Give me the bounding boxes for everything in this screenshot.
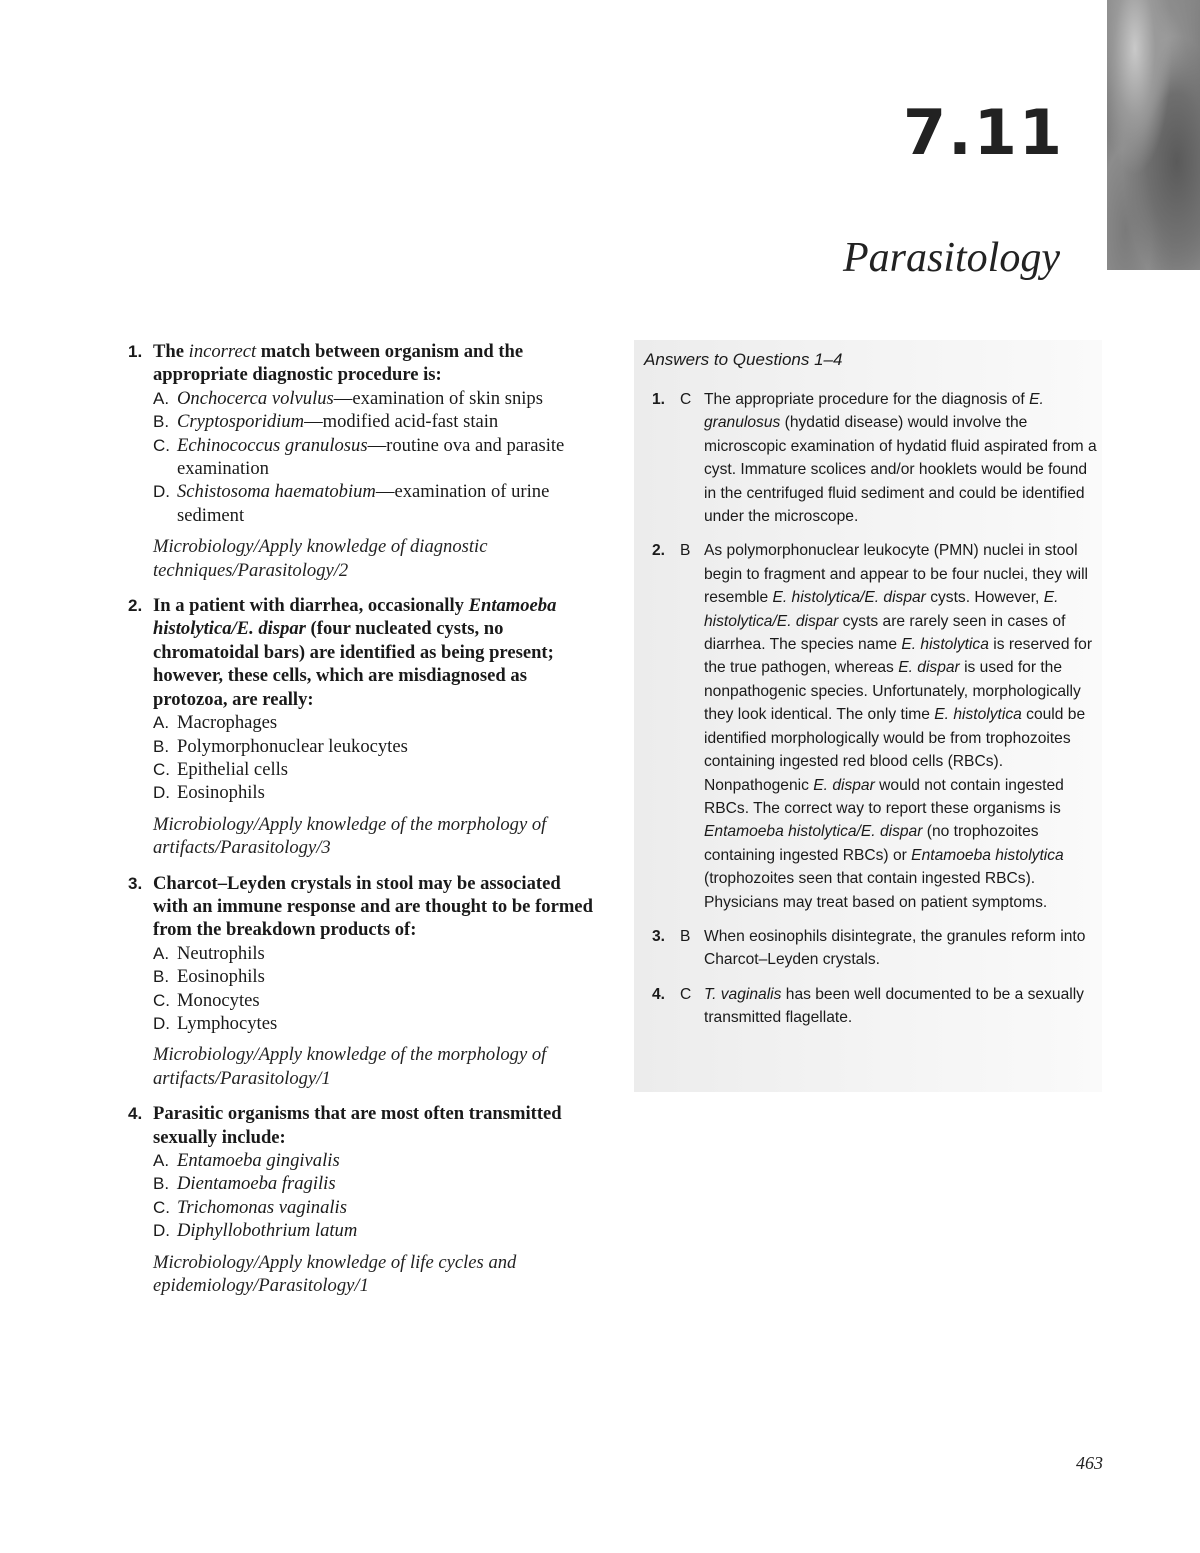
text-run: When eosinophils disintegrate, the granules reform into Charcot–Leyden crystals. xyxy=(704,927,1086,969)
question-stem: Parasitic organisms that are most often transmitted sexually include: xyxy=(153,1103,562,1148)
option-c: C. Monocytes xyxy=(153,989,260,1011)
organism-name: E. dispar xyxy=(813,776,875,794)
organism-name: E. histolytica xyxy=(934,706,1022,724)
question-number: 2. xyxy=(128,596,143,616)
organism-name: Entamoeba histolytica xyxy=(911,846,1064,864)
questions-column xyxy=(128,340,598,1309)
answer-letter: B xyxy=(680,927,691,945)
organism-name: E. histolytica/E. dispar xyxy=(772,589,926,607)
answer-explanation xyxy=(704,983,1098,1030)
answer-4 xyxy=(652,983,1098,1030)
answer-number: 3. xyxy=(652,927,666,945)
question-number: 1. xyxy=(128,342,143,361)
question-category: Microbiology/Apply knowledge of diagnostic techniques/Parasitology/2 xyxy=(153,536,488,581)
question-category: Microbiology/Apply knowledge of life cycles and epidemiology/Parasitology/1 xyxy=(153,1251,517,1297)
text-run: (trophozoites seen that contain ingested RBCs). Physicians may treat based on patient symptoms. xyxy=(704,870,1048,911)
option-b: B. Dientamoeba fragilis xyxy=(153,1173,336,1195)
question-number: 4. xyxy=(128,1104,143,1124)
option-a: A. Macrophages xyxy=(153,712,278,734)
answer-number: 1. xyxy=(652,391,666,408)
organism-name: T. vaginalis xyxy=(704,985,782,1003)
question-number: 3. xyxy=(128,873,143,893)
option-a: A. Onchocerca volvulus—examination of skin snips xyxy=(153,387,543,409)
question-category: Microbiology/Apply knowledge of the morphology of artifacts/Parasitology/1 xyxy=(153,1044,547,1089)
option-c: C. Echinococcus granulosus—routine ova and parasite examination xyxy=(153,434,565,480)
text-run: As polymorphonuclear leukocyte (PMN) nuclei in stool begin to fragment and appear to be four nuclei, they will resemble xyxy=(704,542,1089,607)
text-run: would not contain ingested RBCs. The correct way to report these organisms is xyxy=(704,776,1064,817)
text-run: could be identified morphologically would be from trophozoites containing ingested red blood cells (RBCs). Nonpathogenic xyxy=(704,706,1086,794)
answer-explanation xyxy=(704,388,1098,528)
organism-name: E. granulosus xyxy=(704,391,1044,432)
answer-letter: B xyxy=(680,542,691,560)
text-run: cysts. However, xyxy=(925,589,1044,607)
answer-2 xyxy=(652,539,1098,914)
organism-name: E. dispar xyxy=(898,659,960,677)
text-run: (no trophozoites containing ingested RBCs) or xyxy=(704,823,1039,864)
answer-letter: C xyxy=(680,391,692,408)
option-c: C. Trichomonas vaginalis xyxy=(153,1196,347,1218)
question-3 xyxy=(128,872,598,1091)
option-d: D. Lymphocytes xyxy=(153,1012,278,1034)
text-run: has been well documented to be a sexually transmitted flagellate. xyxy=(704,985,1084,1027)
text-run: is used for the nonpathogenic species. Unfortunately, morphologically they look identical. The only time xyxy=(704,659,1081,724)
option-a: A. Entamoeba gingivalis xyxy=(153,1150,340,1171)
chapter-title: Parasitology xyxy=(843,235,1060,281)
text-run: The appropriate procedure for the diagnosis of xyxy=(704,391,1030,408)
question-2 xyxy=(128,594,598,859)
option-b: B. Cryptosporidium—modified acid-fast stain xyxy=(153,411,499,433)
question-stem: In a patient with diarrhea, occasionally Entamoeba histolytica/E. dispar (four nucleated cysts, no chromatoidal bars) are identified as being present; however, these cells, which are misdiagnosed as protozoa, are really: xyxy=(153,595,557,710)
question-stem: Charcot–Leyden crystals in stool may be associated with an immune response and are thought to be formed from the breakdown products of: xyxy=(153,872,593,941)
question-1 xyxy=(128,340,598,582)
option-d: D. Eosinophils xyxy=(153,782,265,804)
answers-list xyxy=(652,388,1098,1041)
answers-heading: Answers to Questions 1–4 xyxy=(644,350,843,369)
answer-letter: C xyxy=(680,985,692,1003)
option-c: C. Epithelial cells xyxy=(153,758,289,780)
question-4 xyxy=(128,1102,598,1297)
organism-name: Entamoeba histolytica/E. dispar xyxy=(704,823,923,841)
answer-3 xyxy=(652,925,1098,972)
option-d: D. Diphyllobothrium latum xyxy=(153,1220,358,1242)
option-b: B. Polymorphonuclear leukocytes xyxy=(153,735,408,757)
question-stem: The incorrect match between organism and the appropriate diagnostic procedure is: xyxy=(153,341,524,386)
option-b: B. Eosinophils xyxy=(153,966,265,988)
text-run: cysts are rarely seen in cases of diarrhea. The species name xyxy=(704,612,1066,654)
answers-panel xyxy=(634,340,1102,1092)
organism-name: E. histolytica/E. dispar xyxy=(704,589,1059,630)
option-d: D. Schistosoma haematobium—examination of urine sediment xyxy=(153,481,550,526)
chapter-number: 7.11 xyxy=(903,96,1064,169)
text-run: (hydatid disease) would involve the microscopic examination of hydatid fluid aspirated from a cyst. Immature scolices and/or hooklets would be found in the centrifuged fluid sediment and could be identified under the microscope. xyxy=(704,414,1097,526)
chapter-corner-micrograph xyxy=(1107,0,1200,270)
page-number: 463 xyxy=(1076,1453,1103,1473)
text-run: is reserved for the true pathogen, whereas xyxy=(704,636,1093,677)
answer-explanation xyxy=(704,539,1098,914)
answer-number: 4. xyxy=(652,985,666,1003)
answer-number: 2. xyxy=(652,542,666,560)
answer-1 xyxy=(652,388,1098,528)
answer-explanation xyxy=(704,925,1098,972)
question-category: Microbiology/Apply knowledge of the morphology of artifacts/Parasitology/3 xyxy=(153,813,547,859)
organism-name: E. histolytica xyxy=(901,636,989,654)
option-a: A. Neutrophils xyxy=(153,942,265,964)
